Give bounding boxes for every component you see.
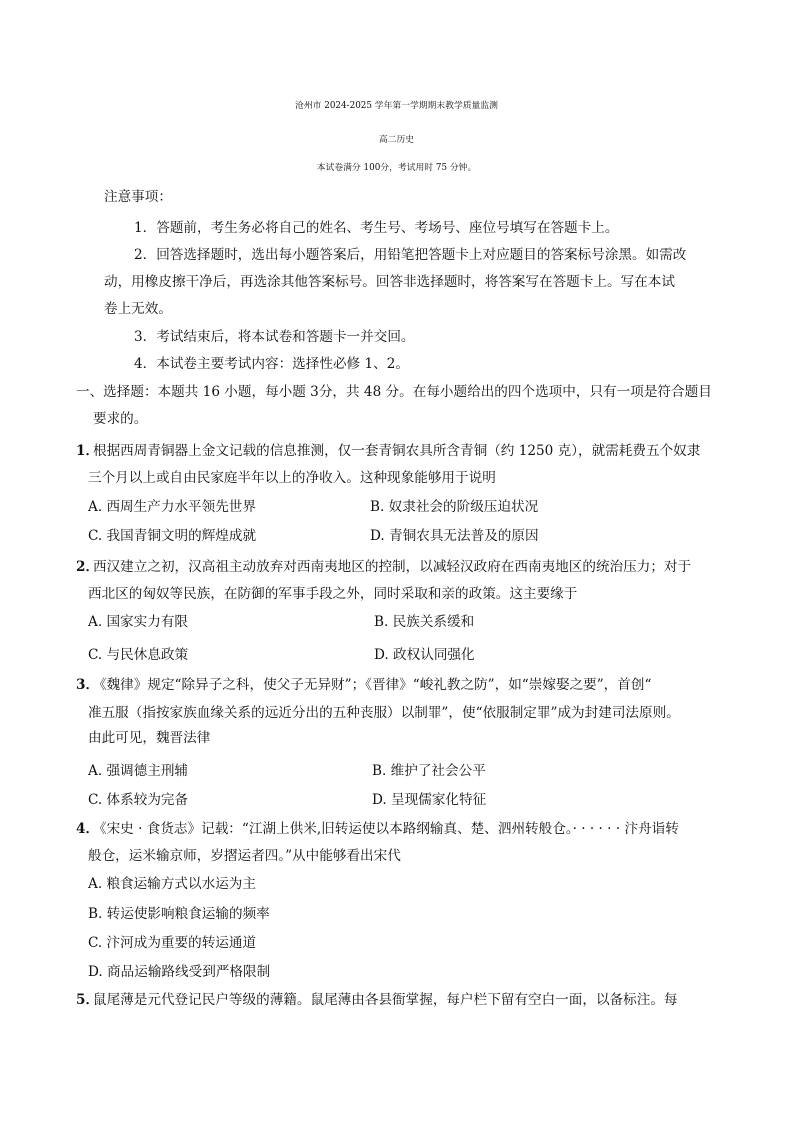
question-3-option-d: D. 呈现儒家化特征 xyxy=(372,792,487,808)
exam-title: 沧州市 2024-2025 学年第一学期期末教学质量监测 xyxy=(295,101,498,111)
question-3-option-a: A. 强调德主刑辅 xyxy=(88,763,189,779)
question-3-line-2: 准五服（指按家族血缘关系的远近分出的五种丧服）以制罪”，使“依服制定罪”成为封建司法原则。 xyxy=(88,705,680,721)
subject-title: 高二历史 xyxy=(378,135,415,145)
question-1-option-b: B. 奴隶社会的阶级压迫状况 xyxy=(370,499,539,515)
question-1-number: 1． xyxy=(76,443,100,459)
question-2-option-a: A. 国家实力有限 xyxy=(88,614,189,630)
question-4-option-d: D. 商品运输路线受到严格限制 xyxy=(88,964,271,980)
section-heading-line-1: 一、选择题：本题共 16 小题，每小题 3分，共 48 分。在每小题给出的四个选项中，只有一项是符合题目 xyxy=(76,384,712,400)
notice-item-1: 1．答题前，考生务必将自己的姓名、考生号、考场号、座位号填写在答题卡上。 xyxy=(134,220,619,236)
question-1-option-a: A. 西周生产力水平领先世界 xyxy=(88,499,256,515)
question-5-number: 5． xyxy=(76,992,100,1008)
question-5-line-1: 鼠尾薄是元代登记民户等级的薄籍。鼠尾薄由各县衙掌握，每户栏下留有空白一面，以备标注。每 xyxy=(93,992,678,1008)
section-heading-line-2: 要求的。 xyxy=(93,411,148,427)
exam-info: 本试卷满分 100分，考试用时 75 分钟。 xyxy=(316,163,477,173)
question-3-number: 3． xyxy=(76,677,100,693)
question-3-option-c: C. 体系较为完备 xyxy=(88,792,189,808)
question-3-line-3: 由此可见，魏晋法律 xyxy=(88,730,211,746)
notice-heading: 注意事项： xyxy=(104,189,172,205)
question-4-option-a: A. 粮食运输方式以水运为主 xyxy=(88,876,256,892)
question-1-line-2: 三个月以上或自由民家庭半年以上的净收入。这种现象能够用于说明 xyxy=(88,470,496,486)
question-1-line-1: 根据西周青铜器上金文记载的信息推测，仅一套青铜农具所含青铜（约 1250 克），就需耗费五个奴隶 xyxy=(93,443,701,459)
question-1-option-c: C. 我国青铜文明的辉煌成就 xyxy=(88,528,257,544)
question-4-line-1: 《宋史 · 食货志》记载：“江湖上供米,旧转运使以本路纲输真、楚、泗州转般仓。· · · · · · 汴舟诣转 xyxy=(93,821,679,837)
notice-item-2-line-2: 动，用橡皮擦干净后，再选涂其他答案标号。回答非选择题时，将答案写在答题卡上。写在本试 xyxy=(104,274,675,290)
notice-item-3: 3．考试结束后，将本试卷和答题卡一并交回。 xyxy=(134,329,415,345)
question-1-option-d: D. 青铜农具无法普及的原因 xyxy=(370,528,539,544)
notice-item-4: 4．本试卷主要考试内容：选择性必修 1、2。 xyxy=(134,356,409,372)
question-2-line-2: 西北区的匈奴等民族，在防御的军事手段之外，同时采取和亲的政策。这主要缘于 xyxy=(88,586,578,602)
question-2-number: 2． xyxy=(76,559,100,575)
notice-item-2-line-1: 2．回答选择题时，选出每小题答案后，用铅笔把答题卡上对应题目的答案标号涂黑。如需改 xyxy=(134,247,687,263)
question-3-option-b: B. 维护了社会公平 xyxy=(372,763,486,779)
question-2-option-b: B. 民族关系缓和 xyxy=(374,614,475,630)
question-4-line-2: 般仓，运米输京师，岁摺运者四。”从中能够看出宋代 xyxy=(88,848,401,864)
question-3-line-1: 《魏律》规定“除异子之科，使父子无异财”；《晋律》“峻礼教之防”，如“崇嫁娶之要”，首创“ xyxy=(93,677,652,693)
question-2-line-1: 西汉建立之初，汉高祖主动放弃对西南夷地区的控制，以减轻汉政府在西南夷地区的统治压力；对于 xyxy=(93,559,692,575)
notice-item-2-line-3: 卷上无效。 xyxy=(104,301,172,317)
question-2-option-c: C. 与民休息政策 xyxy=(88,647,189,663)
question-4-number: 4． xyxy=(76,821,100,837)
question-4-option-c: C. 汴河成为重要的转运通道 xyxy=(88,935,257,951)
question-2-option-d: D. 政权认同强化 xyxy=(374,647,475,663)
question-4-option-b: B. 转运使影响粮食运输的频率 xyxy=(88,906,270,922)
